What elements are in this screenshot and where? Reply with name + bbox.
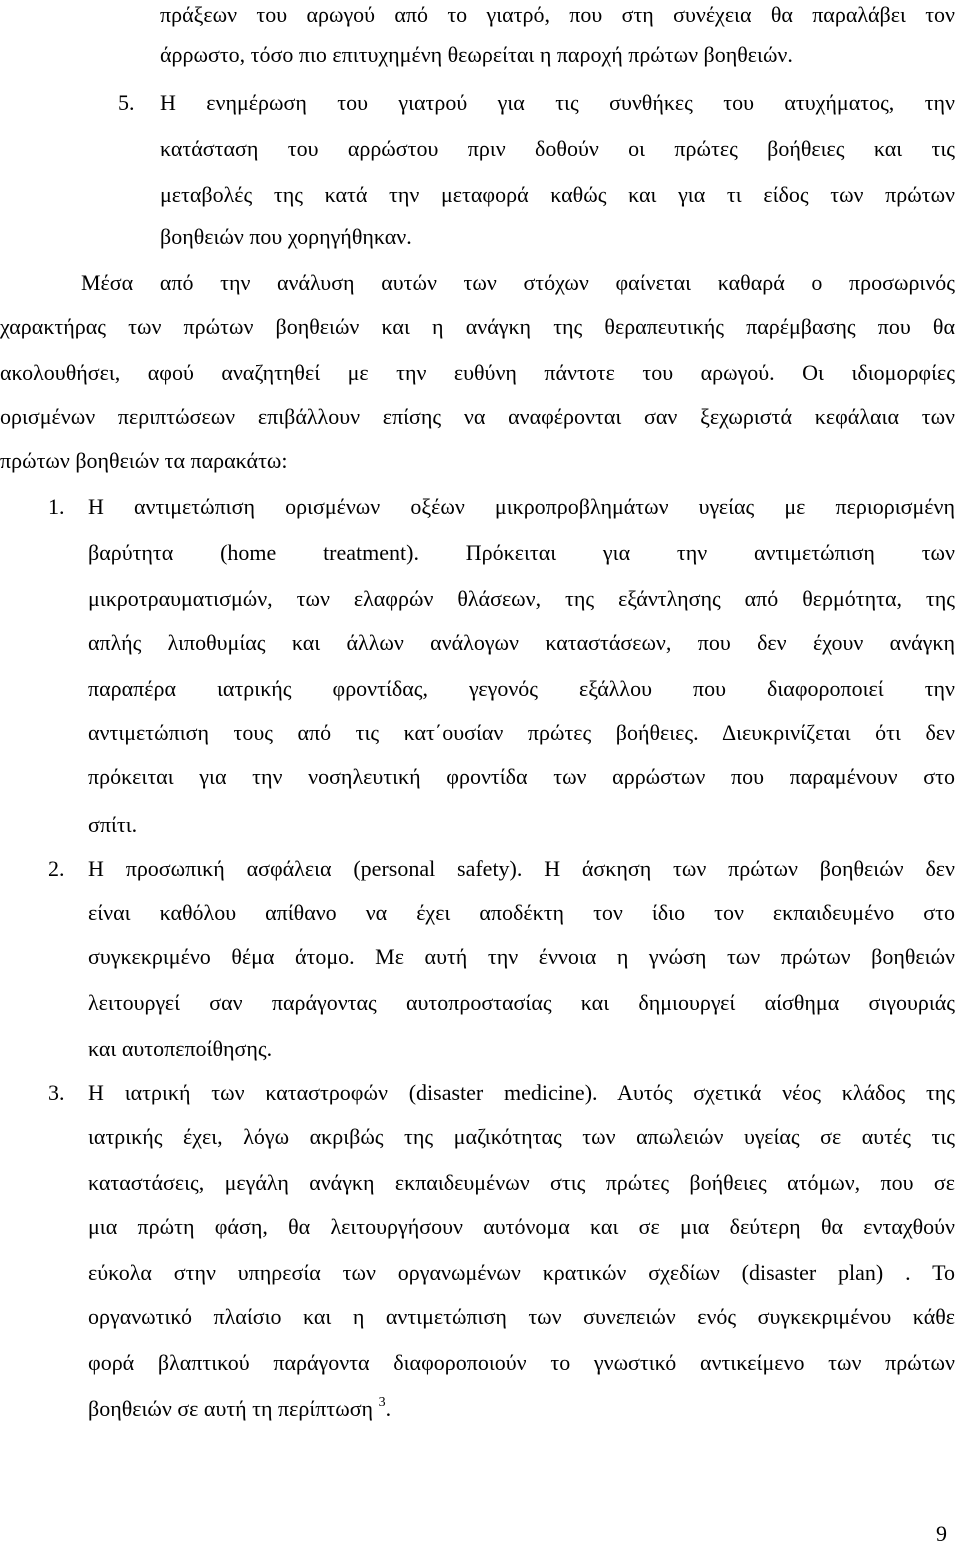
list-item-number: 5. bbox=[118, 90, 135, 115]
body-text-line: οργανωτικό πλαίσιο και η αντιμετώπιση των συνεπειών ενός συγκεκριμένου κάθε bbox=[88, 1304, 955, 1329]
list-item-number: 3. bbox=[48, 1080, 65, 1105]
body-text-line: φορά βλαπτικού παράγοντα διαφοροποιούν το γνωστικό αντικείμενο των πρώτων bbox=[88, 1350, 955, 1375]
body-text-line: πράξεων του αρωγού από το γιατρό, που στη συνέχεια θα παραλάβει τον bbox=[160, 2, 955, 27]
list-item-number: 1. bbox=[48, 494, 65, 519]
body-text-line: καταστάσεις, μεγάλη ανάγκη εκπαιδευμένων στις πρώτες βοήθειες ατόμων, που σε bbox=[88, 1170, 955, 1195]
body-text-line: χαρακτήρας των πρώτων βοηθειών και η ανάγκη της θεραπευτικής παρέμβασης που θα bbox=[0, 314, 955, 339]
body-text-line: άρρωστο, τόσο πιο επιτυχημένη θεωρείται η παροχή πρώτων βοηθειών. bbox=[160, 42, 793, 67]
body-text-line: και αυτοπεποίθησης. bbox=[88, 1036, 273, 1061]
body-text-line: κατάσταση του αρρώστου πριν δοθούν οι πρώτες βοήθειες και τις bbox=[160, 136, 955, 161]
body-text-line: αντιμετώπιση τους από τις κατ΄ουσίαν πρώτες βοήθειες. Διευκρινίζεται ότι δεν bbox=[88, 720, 955, 745]
footnote-reference: 3 bbox=[378, 1395, 386, 1410]
body-text-line: πρώτων βοηθειών τα παρακάτω: bbox=[0, 448, 288, 473]
body-text-line: μεταβολές της κατά την μεταφορά καθώς και για τι είδος των πρώτων bbox=[160, 182, 955, 207]
body-text-line: ιατρικής έχει, λόγω ακριβώς της μαζικότητας των απωλειών υγείας σε αυτές τις bbox=[88, 1124, 955, 1149]
body-text-line: Μέσα από την ανάλυση αυτών των στόχων φαίνεται καθαρά ο προσωρινός bbox=[81, 270, 955, 295]
end-punctuation: . bbox=[385, 1396, 392, 1421]
page-number: 9 bbox=[936, 1521, 947, 1546]
body-text-line: Η προσωπική ασφάλεια (personal safety). Η άσκηση των πρώτων βοηθειών δεν bbox=[88, 856, 955, 881]
body-text-line: μικροτραυματισμών, των ελαφρών θλάσεων, της εξάντλησης από θερμότητα, της bbox=[88, 586, 955, 611]
body-text-line: βαρύτητα (home treatment). Πρόκειται για την αντιμετώπιση των bbox=[88, 540, 955, 565]
body-text-line: ακολουθήσει, αφού αναζητηθεί με την ευθύνη πάντοτε του αρωγού. Οι ιδιομορφίες bbox=[0, 360, 955, 385]
body-text-line: παραπέρα ιατρικής φροντίδας, γεγονός εξάλλου που διαφοροποιεί την bbox=[88, 676, 955, 701]
body-text-line: εύκολα στην υπηρεσία των οργανωμένων κρατικών σχεδίων (disaster plan) . Το bbox=[88, 1260, 955, 1285]
body-text-line: είναι καθόλου απίθανο να έχει αποδέκτη τον ίδιο τον εκπαιδευμένο στο bbox=[88, 900, 955, 925]
body-text-line: ορισμένων περιπτώσεων επιβάλλουν επίσης να αναφέρονται σαν ξεχωριστά κεφάλαια των bbox=[0, 404, 955, 429]
list-item-number: 2. bbox=[48, 856, 65, 881]
body-text-line: Η ιατρική των καταστροφών (disaster medicine). Αυτός σχετικά νέος κλάδος της bbox=[88, 1080, 955, 1105]
body-text-line: Η αντιμετώπιση ορισμένων οξέων μικροπροβλημάτων υγείας με περιορισμένη bbox=[88, 494, 955, 519]
body-text: βοηθειών σε αυτή τη περίπτωση bbox=[88, 1396, 374, 1421]
body-text-line: απλής λιποθυμίας και άλλων ανάλογων καταστάσεων, που δεν έχουν ανάγκη bbox=[88, 630, 955, 655]
body-text-line: πρόκειται για την νοσηλευτική φροντίδα των αρρώστων που παραμένουν στο bbox=[88, 764, 955, 789]
body-text-line: βοηθειών που χορηγήθηκαν. bbox=[160, 224, 412, 249]
body-text-line: Η ενημέρωση του γιατρού για τις συνθήκες του ατυχήματος, την bbox=[160, 90, 955, 115]
body-text-line: λειτουργεί σαν παράγοντας αυτοπροστασίας και δημιουργεί αίσθημα σιγουριάς bbox=[88, 990, 955, 1015]
body-text-line: μια πρώτη φάση, θα λειτουργήσουν αυτόνομα και σε μια δεύτερη θα ενταχθούν bbox=[88, 1214, 955, 1239]
body-text-line: σπίτι. bbox=[88, 812, 138, 837]
body-text-line-with-footnote bbox=[88, 1394, 391, 1424]
body-text-line: συγκεκριμένο θέμα άτομο. Με αυτή την έννοια η γνώση των πρώτων βοηθειών bbox=[88, 944, 955, 969]
